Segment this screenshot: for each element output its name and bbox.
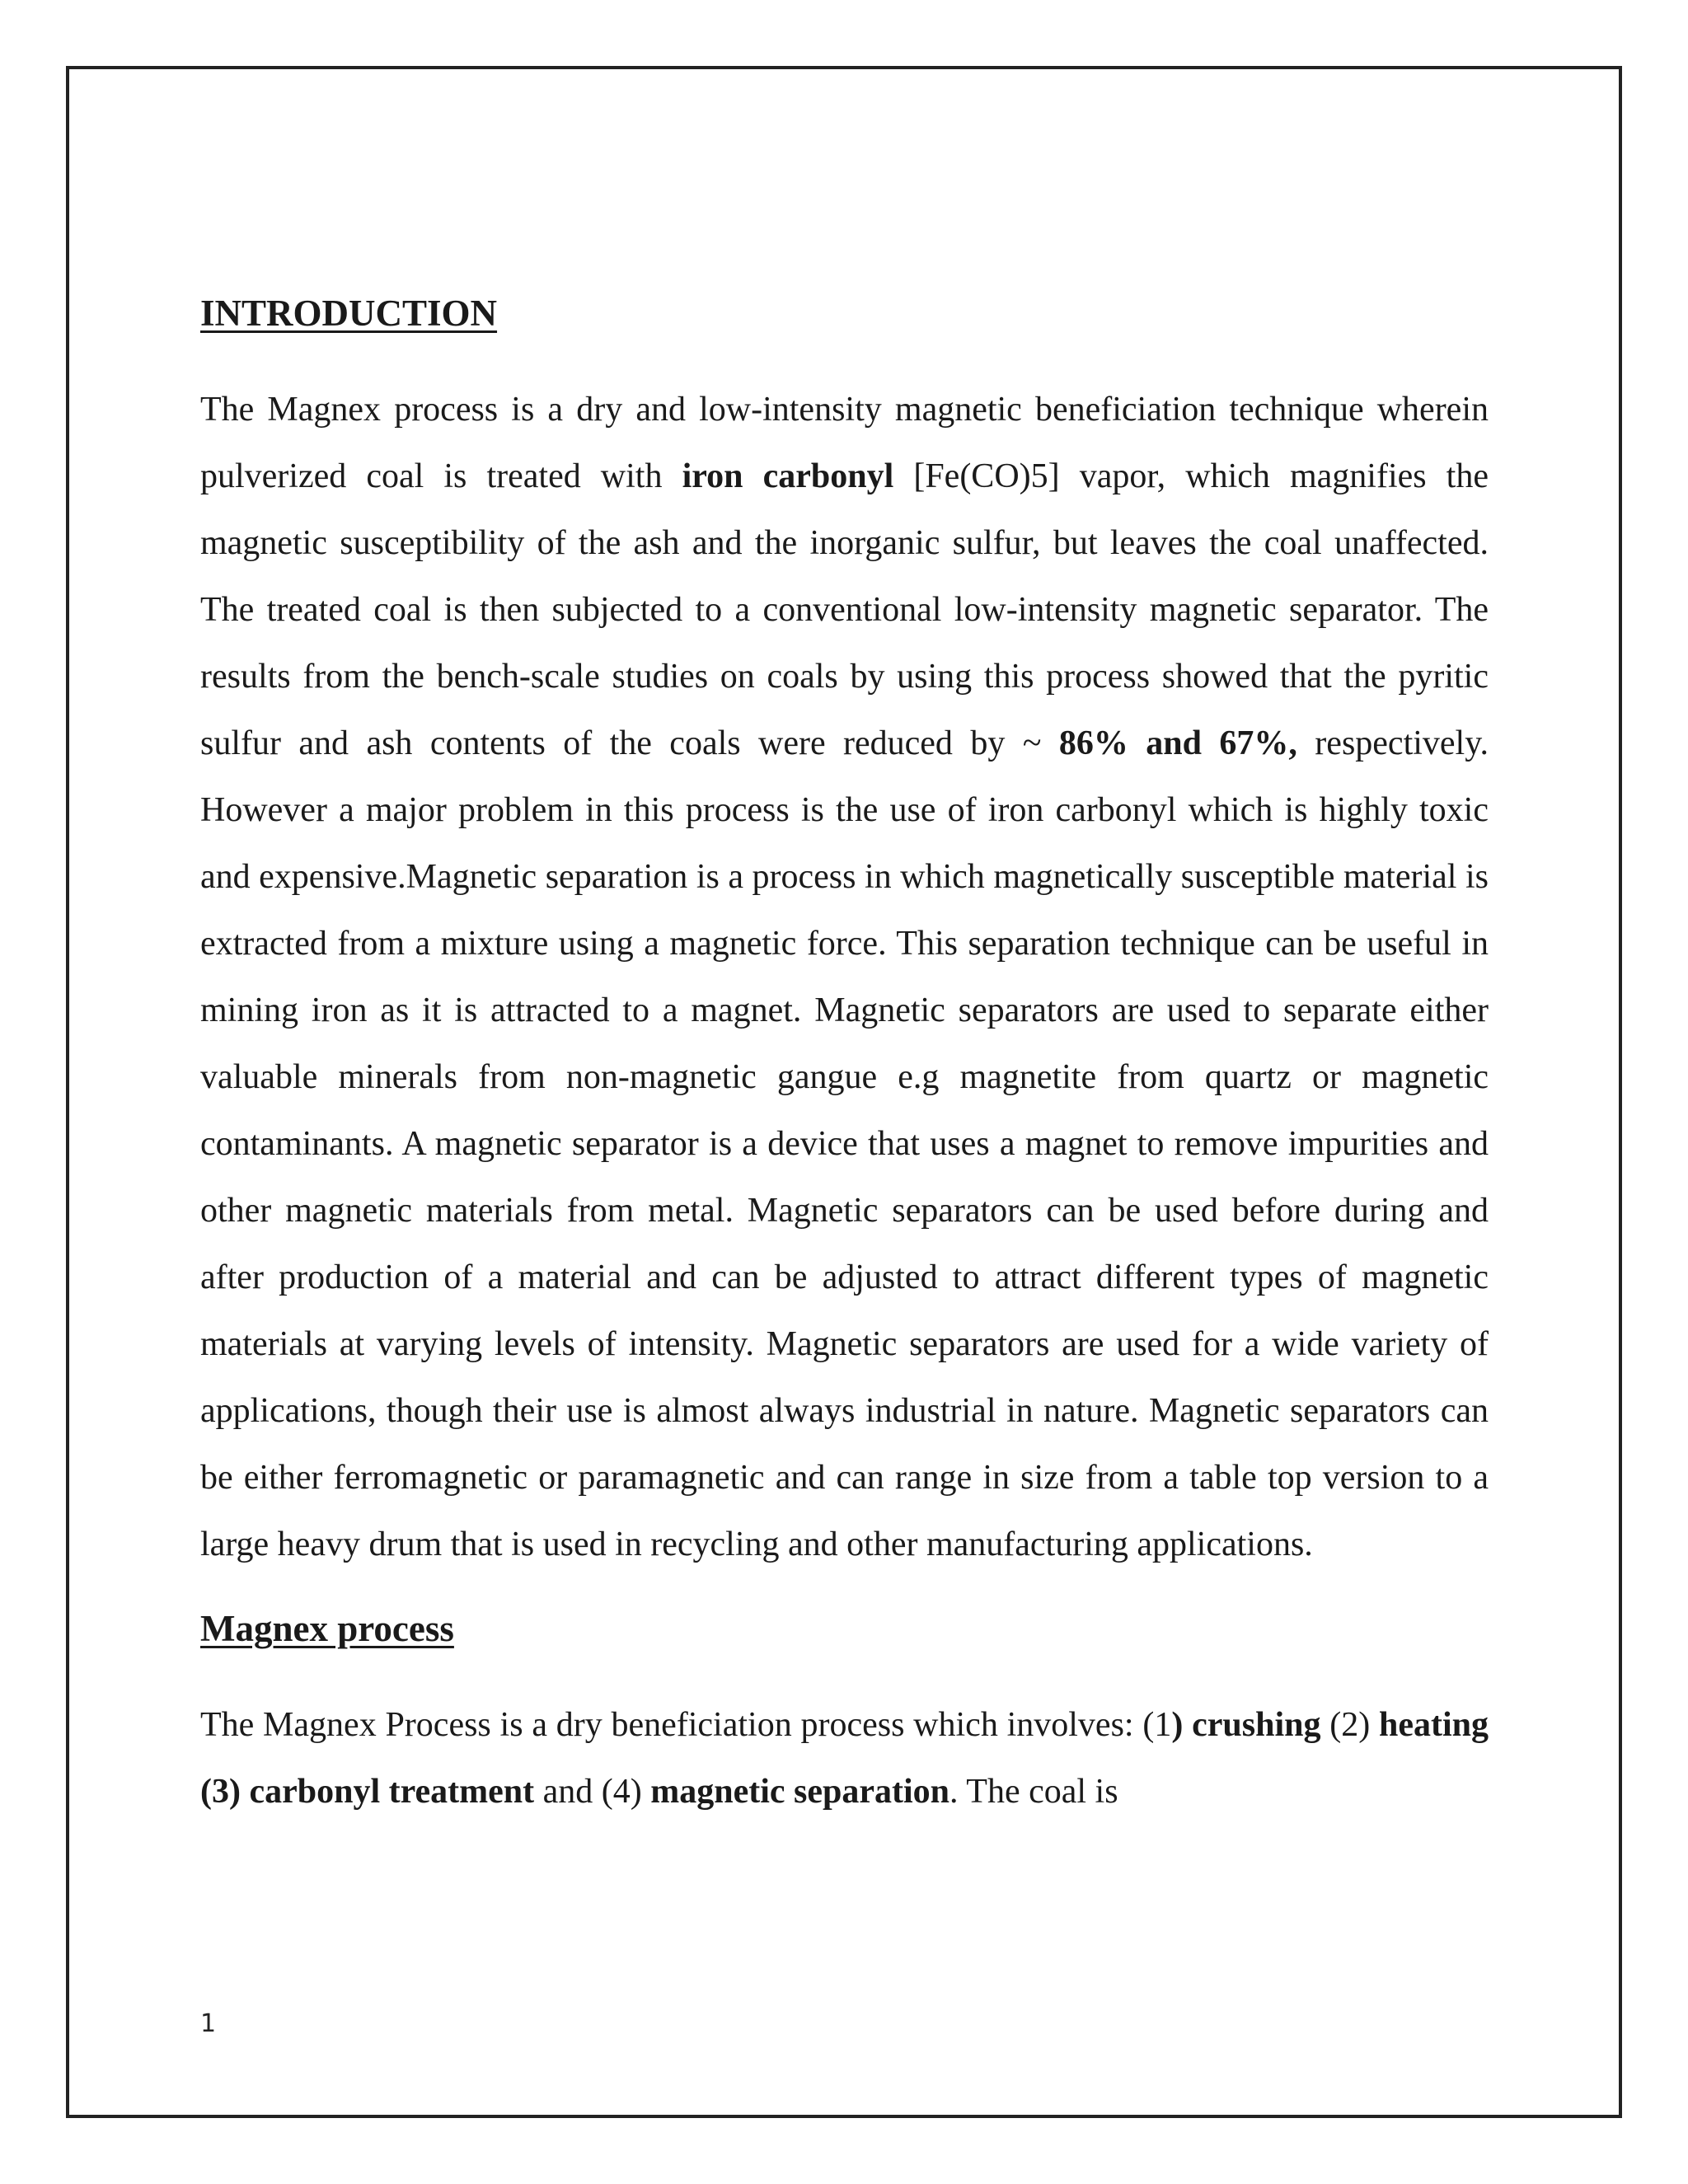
magnex-bold-magnetic-separation: magnetic separation xyxy=(650,1773,950,1811)
page-number: 1 xyxy=(200,2009,217,2038)
intro-bold-percentages: 86% and 67%, xyxy=(1058,724,1297,762)
introduction-heading: INTRODUCTION xyxy=(200,293,498,334)
document-body xyxy=(200,284,1489,1825)
magnex-text-4: . The coal is xyxy=(950,1773,1118,1811)
intro-bold-iron-carbonyl: iron carbonyl xyxy=(682,457,894,495)
magnex-bold-heating-carbonyl: heating (3) carbonyl treatment xyxy=(200,1706,1489,1811)
introduction-paragraph xyxy=(200,377,1489,1578)
magnex-text-2: (2) xyxy=(1320,1706,1379,1744)
magnex-bold-crushing: ) crushing xyxy=(1171,1706,1321,1744)
magnex-process-paragraph xyxy=(200,1692,1489,1825)
magnex-text-1: The Magnex Process is a dry beneficiation process which involves: (1 xyxy=(200,1706,1172,1744)
magnex-text-3: and (4) xyxy=(534,1773,651,1811)
intro-text-1: The Magnex process is a dry and low-intensity magnetic beneficiation technique wherein pulverized coal is treated with xyxy=(200,391,1489,495)
intro-text-3: respectively. However a major problem in this process is the use of iron carbonyl which is highly toxic and expensive.Magnetic separation is a process in which magnetically susceptible material is extracted from a mixture using a magnetic force. This separation technique can be useful in mining iron as it is attracted to a magnet. Magnetic separators are used to separate either valuable minerals from non-magnetic gangue e.g magnetite from quartz or magnetic contaminants. A magnetic separator is a device that uses a magnet to remove impurities and other magnetic materials from metal. Magnetic separators can be used before during and after production of a material and can be adjusted to attract different types of magnetic materials at varying levels of intensity. Magnetic separators are used for a wide variety of applications, though their use is almost always industrial in nature. Magnetic separators can be either ferromagnetic or paramagnetic and can range in size from a table top version to a large heavy drum that is used in recycling and other manufacturing applications. xyxy=(200,724,1489,1563)
intro-text-2: [Fe(CO)5] vapor, which magnifies the magnetic susceptibility of the ash and the inorganic sulfur, but leaves the coal unaffected. The treated coal is then subjected to a conventional low-intensity magnetic separator. The results from the bench-scale studies on coals by using this process showed that the pyritic sulfur and ash contents of the coals were reduced by ~ xyxy=(200,457,1489,762)
magnex-process-heading: Magnex process xyxy=(200,1608,454,1649)
